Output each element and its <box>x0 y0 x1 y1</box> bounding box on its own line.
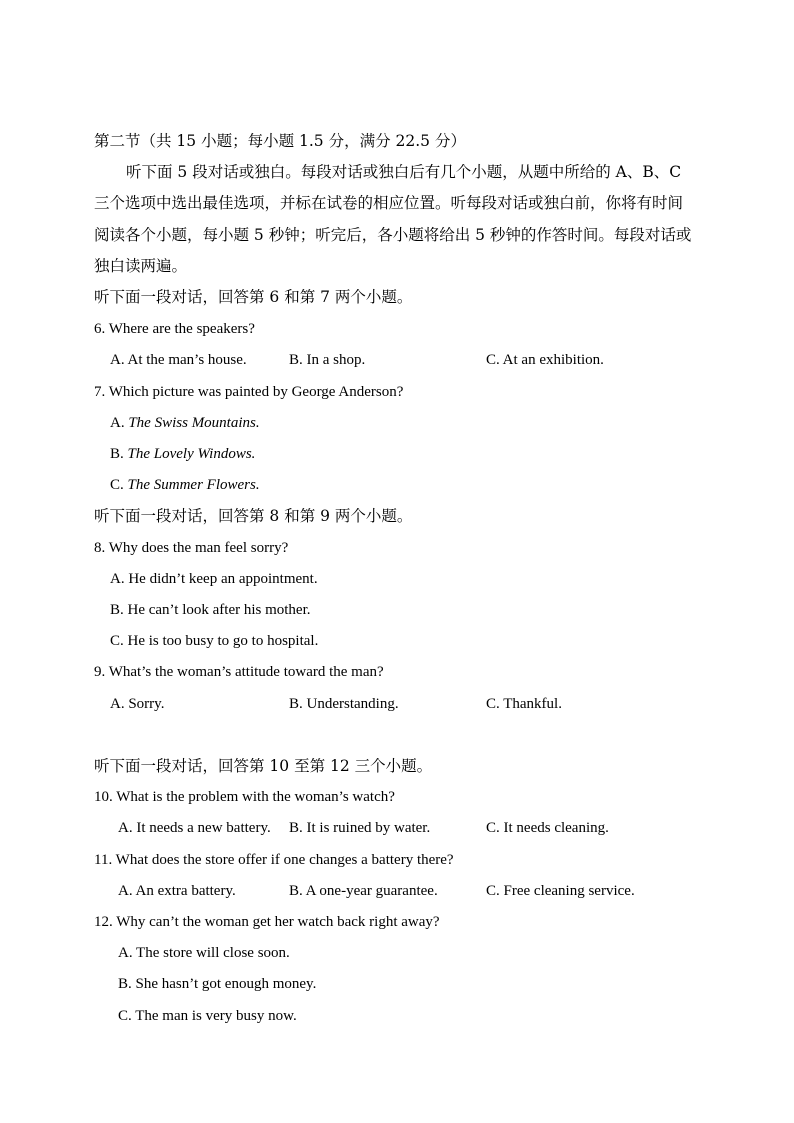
question-11: 11. What does the store offer if one changes a battery there? <box>94 852 454 868</box>
question-10-option-b: B. It is ruined by water. <box>289 820 431 836</box>
option-title: The Lovely Windows. <box>127 446 256 462</box>
question-11-option-c: C. Free cleaning service. <box>486 883 635 899</box>
question-7-option-c <box>110 475 260 495</box>
option-letter: B. <box>110 446 124 462</box>
question-8-option-a: A. He didn’t keep an appointment. <box>110 571 318 587</box>
intro-line-1: 听下面 5 段对话或独白。每段对话或独白后有几个小题，从题中所给的 A、B、C <box>126 163 682 181</box>
question-10-option-a: A. It needs a new battery. <box>118 820 271 836</box>
intro-line-2: 三个选项中选出最佳选项，并标在试卷的相应位置。听每段对话或独白前，你将有时间 <box>94 194 684 212</box>
intro-line-4: 独白读两遍。 <box>94 257 188 275</box>
question-10: 10. What is the problem with the woman’s watch? <box>94 789 395 805</box>
group-instruction-3: 听下面一段对话，回答第 10 至第 12 三个小题。 <box>94 757 433 775</box>
option-title: The Summer Flowers. <box>127 477 260 493</box>
question-6: 6. Where are the speakers? <box>94 321 255 337</box>
intro-line-3: 阅读各个小题，每小题 5 秒钟；听完后，各小题将给出 5 秒钟的作答时间。每段对话或 <box>94 226 692 244</box>
question-12-option-b: B. She hasn’t got enough money. <box>118 976 317 992</box>
question-7-option-a <box>110 413 260 433</box>
question-8-option-b: B. He can’t look after his mother. <box>110 602 311 618</box>
question-11-option-a: A. An extra battery. <box>118 883 236 899</box>
question-12-option-c: C. The man is very busy now. <box>118 1008 297 1024</box>
group-instruction-2: 听下面一段对话，回答第 8 和第 9 两个小题。 <box>94 507 413 525</box>
question-7-option-b <box>110 444 255 464</box>
question-7: 7. Which picture was painted by George Anderson? <box>94 384 404 400</box>
question-6-option-b: B. In a shop. <box>289 352 366 368</box>
question-9: 9. What’s the woman’s attitude toward the man? <box>94 664 384 680</box>
question-10-option-c: C. It needs cleaning. <box>486 820 609 836</box>
section-header: 第二节（共 15 小题；每小题 1.5 分，满分 22.5 分） <box>94 132 466 150</box>
group-instruction-1: 听下面一段对话，回答第 6 和第 7 两个小题。 <box>94 288 413 306</box>
question-9-option-a: A. Sorry. <box>110 696 165 712</box>
question-6-option-c: C. At an exhibition. <box>486 352 604 368</box>
question-11-option-b: B. A one-year guarantee. <box>289 883 438 899</box>
option-letter: C. <box>110 477 124 493</box>
question-12-option-a: A. The store will close soon. <box>118 945 290 961</box>
question-9-option-b: B. Understanding. <box>289 696 399 712</box>
question-8: 8. Why does the man feel sorry? <box>94 540 289 556</box>
option-letter: A. <box>110 415 125 431</box>
question-9-option-c: C. Thankful. <box>486 696 562 712</box>
question-12: 12. Why can’t the woman get her watch back right away? <box>94 914 440 930</box>
option-title: The Swiss Mountains. <box>128 415 260 431</box>
question-8-option-c: C. He is too busy to go to hospital. <box>110 633 319 649</box>
question-6-option-a: A. At the man’s house. <box>110 352 247 368</box>
